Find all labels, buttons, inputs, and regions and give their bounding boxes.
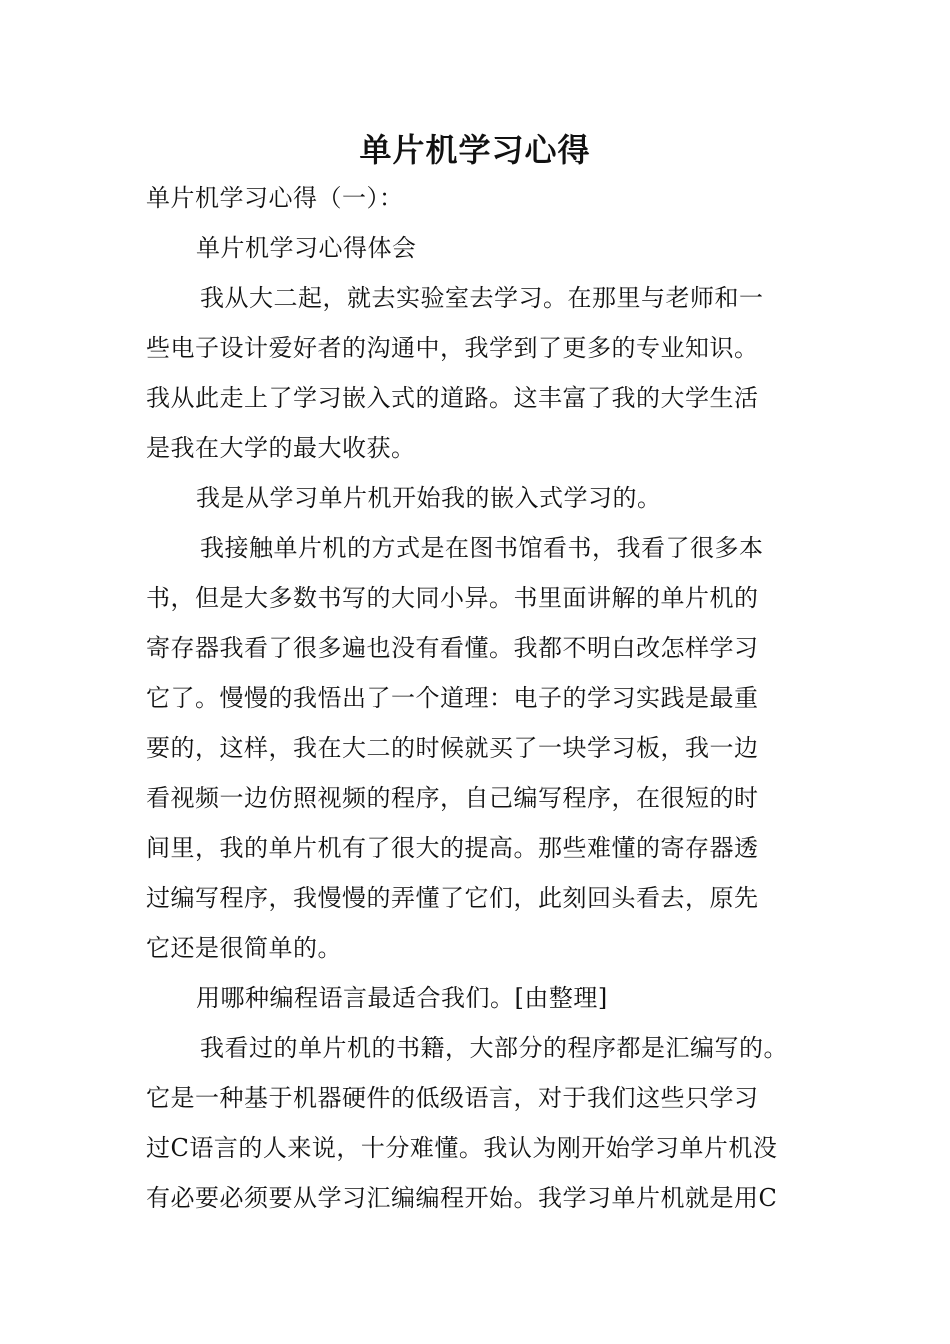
- paragraph-line: 看视频一边仿照视频的程序，自己编写程序，在很短的时: [146, 784, 759, 812]
- paragraph-line: 用哪种编程语言最适合我们。[由整理]: [196, 984, 608, 1012]
- paragraph-line: 它了。慢慢的我悟出了一个道理：电子的学习实践是最重: [146, 684, 759, 712]
- paragraph-line: 间里，我的单片机有了很大的提高。那些难懂的寄存器透: [146, 834, 759, 862]
- paragraph-line: 我接触单片机的方式是在图书馆看书，我看了很多本: [200, 534, 764, 562]
- subheading: 单片机学习心得体会: [196, 234, 417, 262]
- paragraph-line: 过编写程序，我慢慢的弄懂了它们，此刻回头看去，原先: [146, 884, 759, 912]
- document-title: 单片机学习心得: [359, 131, 591, 169]
- paragraph-line: 些电子设计爱好者的沟通中，我学到了更多的专业知识。: [146, 334, 759, 362]
- paragraph-line: 是我在大学的最大收获。: [146, 434, 416, 462]
- paragraph-line: 书，但是大多数书写的大同小异。书里面讲解的单片机的: [146, 584, 759, 612]
- paragraph-line: 我看过的单片机的书籍，大部分的程序都是汇编写的。: [200, 1034, 788, 1062]
- paragraph-line: 要的，这样，我在大二的时候就买了一块学习板，我一边: [146, 734, 759, 762]
- paragraph-line: 有必要必须要从学习汇编编程开始。我学习单片机就是用C: [146, 1184, 778, 1212]
- paragraph-line: 寄存器我看了很多遍也没有看懂。我都不明白改怎样学习: [146, 634, 759, 662]
- paragraph-line: 过C语言的人来说，十分难懂。我认为刚开始学习单片机没: [146, 1134, 778, 1162]
- paragraph-line: 它还是很简单的。: [146, 934, 342, 962]
- paragraph-line: 我是从学习单片机开始我的嵌入式学习的。: [196, 484, 662, 512]
- section-heading: 单片机学习心得（一）：: [146, 184, 404, 212]
- paragraph-line: 它是一种基于机器硬件的低级语言，对于我们这些只学习: [146, 1084, 759, 1112]
- paragraph-line: 我从大二起，就去实验室去学习。在那里与老师和一: [200, 284, 764, 312]
- paragraph-line: 我从此走上了学习嵌入式的道路。这丰富了我的大学生活: [146, 384, 759, 412]
